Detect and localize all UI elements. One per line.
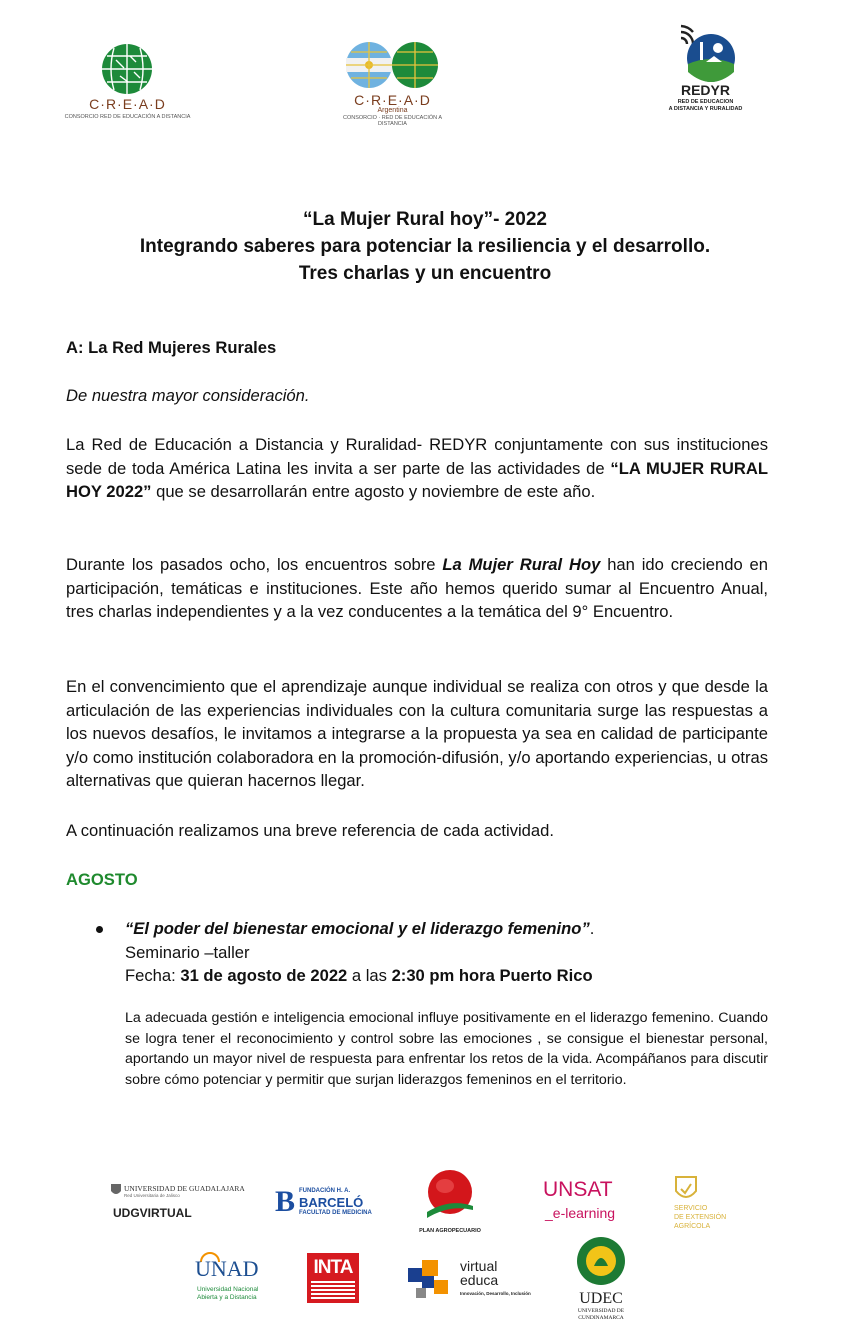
unsat-line-1: UNSAT xyxy=(543,1178,613,1201)
cread-argentina-name: C·R·E·A·D xyxy=(354,92,431,108)
inta-stripes xyxy=(311,1281,355,1299)
sea-shield-icon xyxy=(674,1175,698,1203)
barcelo-line-3: FACULTAD DE MEDICINA xyxy=(299,1210,372,1216)
virtual-educa-line-2: educa xyxy=(460,1272,499,1288)
globes-icon xyxy=(345,40,440,90)
barcelo-line-2: BARCELÓ xyxy=(299,1195,364,1210)
title-line-2: Integrando saberes para potenciar la resiliencia y el desarrollo. xyxy=(139,236,711,257)
paragraph-invitation xyxy=(66,433,768,504)
barcelo-b-icon: B xyxy=(275,1185,296,1218)
unsat-line-2: _e-learning xyxy=(545,1205,616,1221)
redyr-logo xyxy=(668,24,743,116)
event-1-date-line xyxy=(125,964,768,988)
cread-argentina-tagline: CONSORCIO · RED DE EDUCACIÓN A DISTANCIA xyxy=(342,115,442,127)
event-1-type: Seminario –taller xyxy=(125,942,250,962)
event-1-title-line xyxy=(125,917,768,941)
greeting: De nuestra mayor consideración. xyxy=(66,386,310,405)
cread-name: C·R·E·A·D xyxy=(89,96,166,112)
udg-line-2: Red Universitaria de Jalisco xyxy=(124,1193,180,1198)
event-1-date: 31 de agosto de 2022 xyxy=(180,966,348,986)
paragraph-history-text-a: Durante los pasados ocho, los encuentros sobre xyxy=(66,555,443,574)
udg-crest-icon xyxy=(110,1183,122,1197)
addressee: A: La Red Mujeres Rurales xyxy=(66,338,277,357)
udec-seal-icon xyxy=(576,1236,626,1286)
event-1-date-mid: a las xyxy=(347,966,392,986)
paragraph-invitation-text-a: La Red de Educación a Distancia y Ruralidad- REDYR conjuntamente con sus instituciones sede de toda América Latina les invita a ser parte de las actividades de xyxy=(66,435,768,478)
unsat-logo xyxy=(543,1178,633,1224)
udec-name: UDEC xyxy=(579,1290,623,1307)
inta-name: INTA xyxy=(313,1257,353,1278)
inta-logo xyxy=(307,1253,359,1303)
document-title xyxy=(0,206,850,287)
paragraph-history-text-c: han ido creciendo en participación, temáticas e instituciones. Este año hemos querido sumar al Encuentro Anual, tres charlas independientes y a la vez conducentes a la temática del 9° Encuentro. xyxy=(66,555,768,622)
sea-line-3: AGRÍCOLA xyxy=(674,1223,711,1230)
paragraph-history xyxy=(66,553,768,624)
plan-label: PLAN AGROPECUARIO xyxy=(419,1228,481,1234)
virtual-educa-squares-icon xyxy=(408,1260,454,1302)
unad-name xyxy=(195,1256,259,1282)
event-1-date-label: Fecha: xyxy=(125,966,181,986)
unad-logo xyxy=(195,1250,270,1308)
udec-logo xyxy=(565,1236,637,1328)
udec-line-2: CUNDINAMARCA xyxy=(578,1315,624,1321)
udg-line-1: UNIVERSIDAD DE GUADALAJARA xyxy=(124,1184,245,1193)
virtual-educa-line-1: virtual xyxy=(460,1258,498,1274)
event-1 xyxy=(125,917,768,988)
cread-logo xyxy=(60,40,195,125)
event-name-bold: “LA MUJER RURAL HOY 2022” xyxy=(66,458,768,502)
paragraph-reference: A continuación realizamos una breve referencia de cada actividad. xyxy=(66,821,554,840)
event-1-description: La adecuada gestión e inteligencia emocional influye positivamente en el liderazgo femenino. Cuando se logra tener el reconocimiento y control sobre las emociones , se consigue el bienestar personal, aportando un mayor nivel de respuesta para enfrentar los retos de la vida. Acompáñanos para discutir sobre cómo potenciar y permitir que surjan liderazgos femeninos en el territorio. xyxy=(125,1010,768,1089)
cread-argentina-sub: Argentina xyxy=(377,107,408,114)
cread-tagline: CONSORCIO RED DE EDUCACIÓN A DISTANCIA xyxy=(64,114,191,120)
section-agosto: AGOSTO xyxy=(66,870,138,889)
udec-line-1: UNIVERSIDAD DE xyxy=(577,1308,625,1314)
virtual-educa-line-3: Innovación, Desarrollo, Inclusión xyxy=(460,1291,531,1296)
rural-scene-icon xyxy=(686,32,736,84)
event-1-time: 2:30 pm hora Puerto Rico xyxy=(391,966,593,986)
unad-line-2: Abierta y a Distancia xyxy=(197,1294,257,1301)
title-line-3: Tres charlas y un encuentro xyxy=(298,263,552,284)
event-1-title: “El poder del bienestar emocional y el liderazgo femenino” xyxy=(125,919,590,938)
title-line-1: “La Mujer Rural hoy”- 2022 xyxy=(303,209,547,230)
bullet-icon xyxy=(96,926,103,933)
redyr-tagline-2: A DISTANCIA Y RURALIDAD xyxy=(668,106,743,112)
barcelo-line-1: FUNDACIÓN H. A. xyxy=(299,1188,351,1194)
sea-logo xyxy=(672,1175,742,1241)
event-name-italic: La Mujer Rural Hoy xyxy=(442,555,601,574)
barcelo-logo xyxy=(275,1186,375,1220)
virtual-educa-logo xyxy=(408,1258,531,1306)
redyr-tagline-1: RED DE EDUCACION xyxy=(677,99,734,105)
redyr-name: REDYR xyxy=(680,82,730,98)
udg-logo xyxy=(110,1183,245,1223)
unad-line-1: Universidad Nacional xyxy=(197,1286,259,1293)
sea-line-2: DE EXTENSIÓN xyxy=(674,1214,727,1221)
udg-line-3: UDGVIRTUAL xyxy=(113,1206,192,1220)
globe-icon xyxy=(100,42,154,96)
unad-name-text: UNAD xyxy=(195,1256,259,1281)
sea-line-1: SERVICIO xyxy=(674,1205,708,1212)
paragraph-conviction: En el convencimiento que el aprendizaje aunque individual se realiza con otros y que desde la articulación de las experiencias individuales con la cultura comunitaria surge las respuestas a los nuevos desafíos, le invitamos a integrarse a la propuesta ya sea en calidad de participante y/o como institución colaboradora en la promoción-difusión, y/o aportando experiencias, u otras alternativas que quieran hacernos llegar. xyxy=(66,677,768,791)
event-1-title-end: . xyxy=(589,919,595,938)
plan-agropecuario-logo xyxy=(405,1168,495,1240)
cread-argentina-logo xyxy=(330,40,460,125)
plan-sphere-icon xyxy=(425,1168,475,1224)
paragraph-invitation-text-c: que se desarrollarán entre agosto y noviembre de este año. xyxy=(151,482,596,502)
